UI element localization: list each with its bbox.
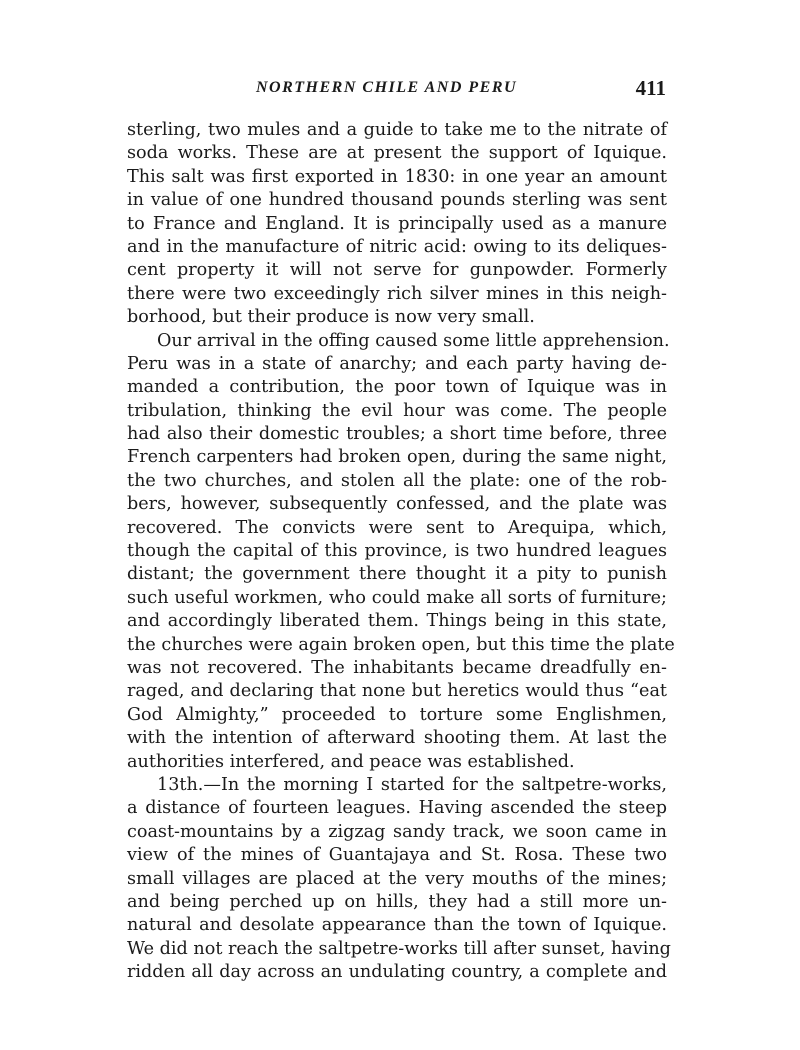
text-line: cent property it will not serve for gunpowder. Formerly — [127, 260, 667, 281]
running-title: NORTHERN CHILE AND PERU — [256, 79, 518, 96]
text-line: recovered. The convicts were sent to Arequipa, which, — [127, 517, 667, 538]
text-line: We did not reach the saltpetre-works till after sunset, having — [127, 938, 671, 959]
paragraph — [127, 774, 671, 985]
text-line: French carpenters had broken open, during the same night, — [127, 447, 667, 468]
text-line: raged, and declaring that none but heretics would thus “eat — [127, 681, 667, 702]
text-line: natural and desolate appearance than the town of Iquique. — [127, 915, 667, 936]
paragraph — [127, 330, 675, 774]
text-line: there were two exceedingly rich silver mines in this neigh- — [127, 283, 667, 304]
text-line: borhood, but their produce is now very small. — [127, 307, 535, 328]
text-line: and accordingly liberated them. Things being in this state, — [127, 611, 667, 632]
text-line: though the capital of this province, is two hundred leagues — [127, 541, 667, 562]
paragraph — [127, 119, 667, 330]
text-line: the churches were again broken open, but this time the plate — [127, 634, 675, 655]
text-line: in value of one hundred thousand pounds sterling was sent — [127, 190, 667, 211]
text-line: sterling, two mules and a guide to take me to the nitrate of — [127, 120, 667, 140]
text-line: bers, however, subsequently confessed, and the plate was — [127, 494, 667, 515]
text-line: view of the mines of Guantajaya and St. Rosa. These two — [127, 845, 667, 866]
text-line: manded a contribution, the poor town of Iquique was in — [127, 377, 667, 398]
text-line: a distance of fourteen leagues. Having ascended the steep — [127, 798, 667, 819]
text-line: and being perched up on hills, they had a still more un- — [127, 891, 667, 912]
text-line: to France and England. It is principally used as a manure — [127, 213, 667, 234]
text-line: was not recovered. The inhabitants became dreadfully en- — [127, 657, 667, 678]
text-line: the two churches, and stolen all the plate: one of the rob- — [127, 470, 667, 491]
body-text — [127, 119, 675, 984]
text-line: 13th.—In the morning I started for the saltpetre-works, — [157, 774, 667, 795]
text-line: such useful workmen, who could make all sorts of furniture; — [127, 587, 667, 608]
text-line: had also their domestic troubles; a short time before, three — [127, 424, 667, 445]
text-line: distant; the government there thought it a pity to punish — [127, 564, 667, 585]
text-line: soda works. These are at present the support of Iquique. — [127, 143, 667, 164]
running-head — [120, 76, 666, 106]
text-line: tribulation, thinking the evil hour was come. The people — [127, 400, 667, 421]
text-line: ridden all day across an undulating country, a complete and — [127, 962, 667, 983]
text-line: with the intention of afterward shooting them. At last the — [127, 728, 667, 749]
text-line: small villages are placed at the very mouths of the mines; — [127, 868, 667, 889]
text-line: This salt was first exported in 1830: in one year an amount — [127, 166, 667, 187]
text-line: God Almighty,” proceeded to torture some Englishmen, — [127, 704, 667, 725]
text-line: Peru was in a state of anarchy; and each party having de- — [127, 353, 667, 374]
text-line: Our arrival in the offing caused some little apprehension. — [157, 330, 670, 351]
text-line: coast-mountains by a zigzag sandy track, we soon came in — [127, 821, 667, 842]
text-line: and in the manufacture of nitric acid: owing to its deliques- — [127, 236, 667, 257]
page-number: 411 — [635, 76, 666, 100]
text-line: authorities interfered, and peace was established. — [127, 751, 575, 772]
